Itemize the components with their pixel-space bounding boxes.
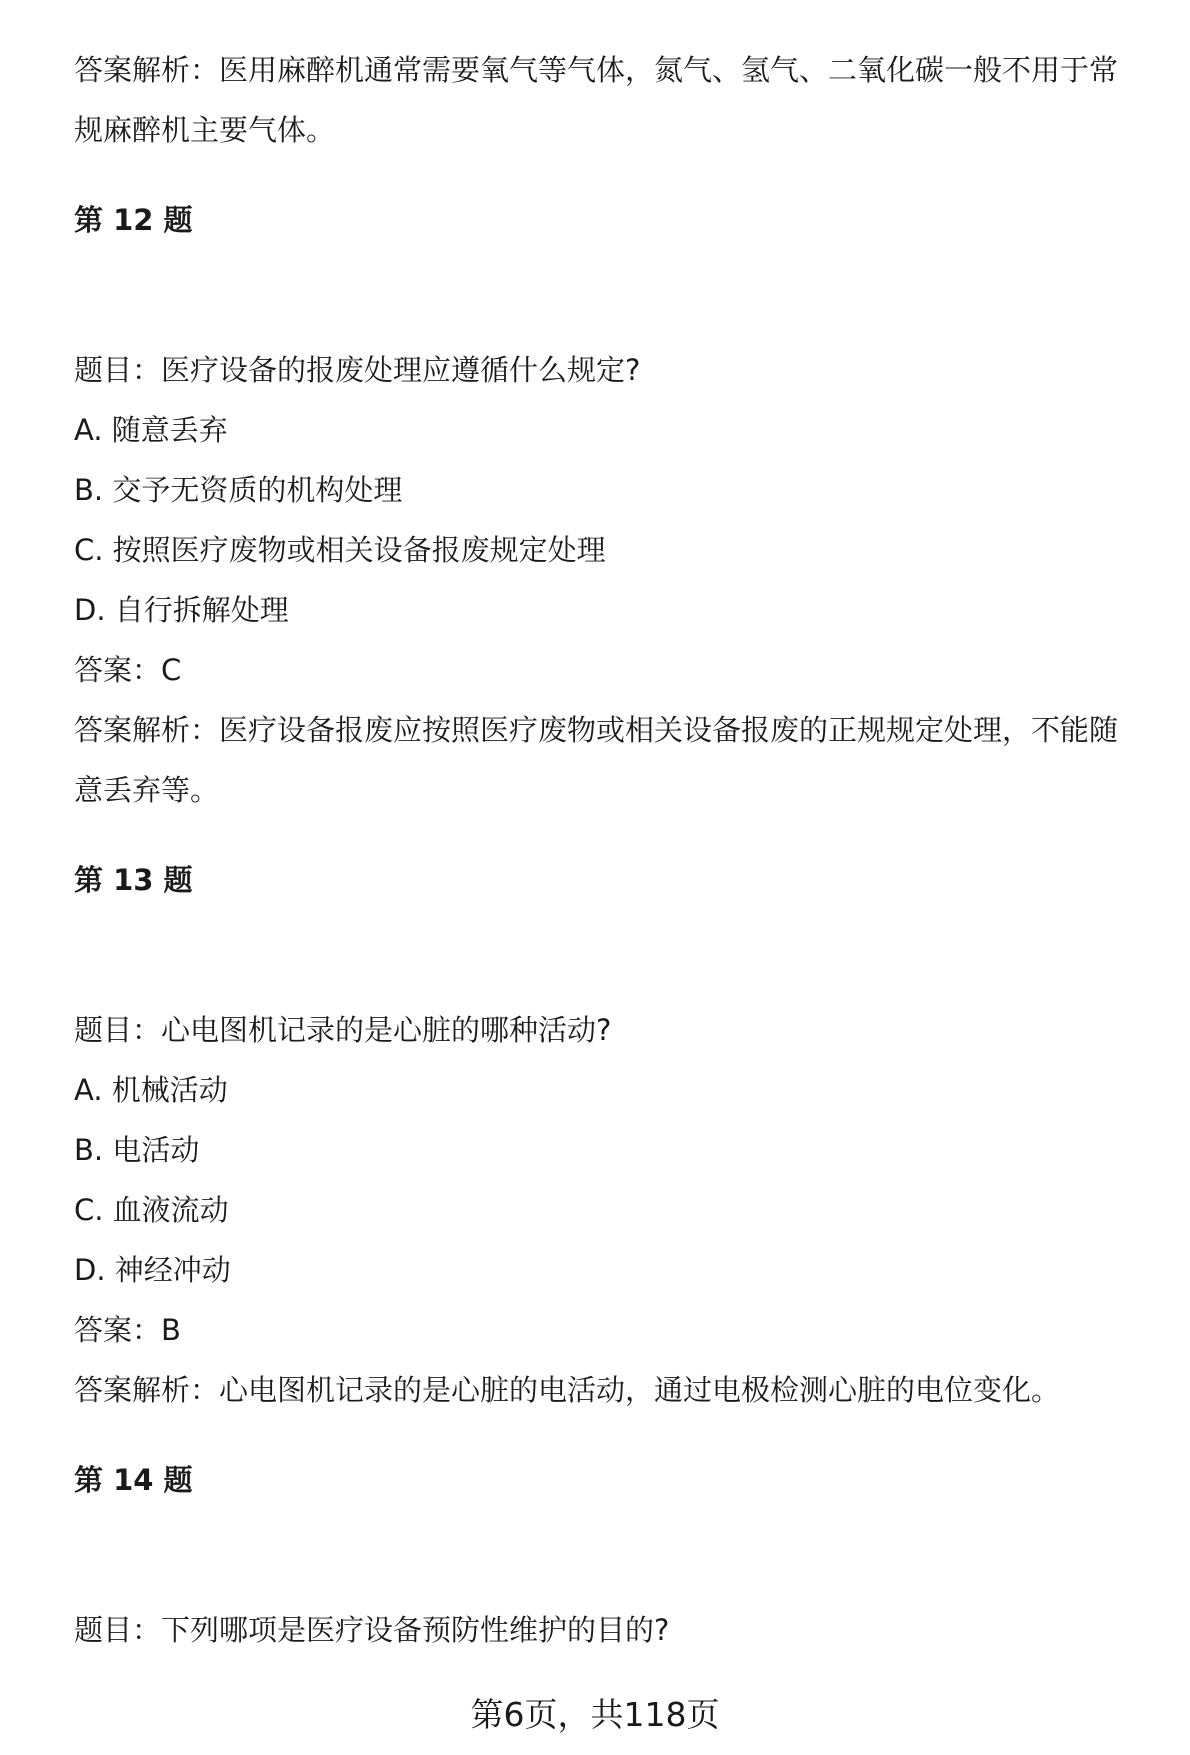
- question-heading: 第 14 题: [74, 1463, 193, 1497]
- question-text: 题目：心电图机记录的是心脏的哪种活动?: [74, 1013, 612, 1047]
- option-c: C. 按照医疗废物或相关设备报废规定处理: [74, 533, 606, 567]
- analysis-text: 答案解析：医疗设备报废应按照医疗废物或相关设备报废的正规规定处理，不能随: [74, 713, 1119, 747]
- question-text: 题目：医疗设备的报废处理应遵循什么规定?: [74, 353, 641, 387]
- analysis-text: 意丢弃等。: [74, 773, 220, 807]
- option-a: A. 随意丢弃: [74, 413, 228, 447]
- option-b: B. 交予无资质的机构处理: [74, 473, 403, 507]
- option-a: A. 机械活动: [74, 1073, 228, 1107]
- question-heading: 第 13 题: [74, 863, 193, 897]
- analysis-text: 答案解析：心电图机记录的是心脏的电活动，通过电极检测心脏的电位变化。: [74, 1373, 1061, 1407]
- option-c: C. 血液流动: [74, 1193, 229, 1227]
- page-number-footer: 第6页，共118页: [470, 1695, 720, 1734]
- question-heading: 第 12 题: [74, 203, 193, 237]
- analysis-text: 规麻醉机主要气体。: [74, 113, 336, 147]
- option-d: D. 自行拆解处理: [74, 593, 289, 627]
- answer-text: 答案：C: [74, 653, 182, 687]
- option-b: B. 电活动: [74, 1133, 200, 1167]
- question-text: 题目：下列哪项是医疗设备预防性维护的目的?: [74, 1613, 670, 1647]
- option-d: D. 神经冲动: [74, 1253, 231, 1287]
- analysis-text: 答案解析：医用麻醉机通常需要氧气等气体，氮气、氢气、二氧化碳一般不用于常: [74, 53, 1119, 87]
- answer-text: 答案：B: [74, 1313, 181, 1347]
